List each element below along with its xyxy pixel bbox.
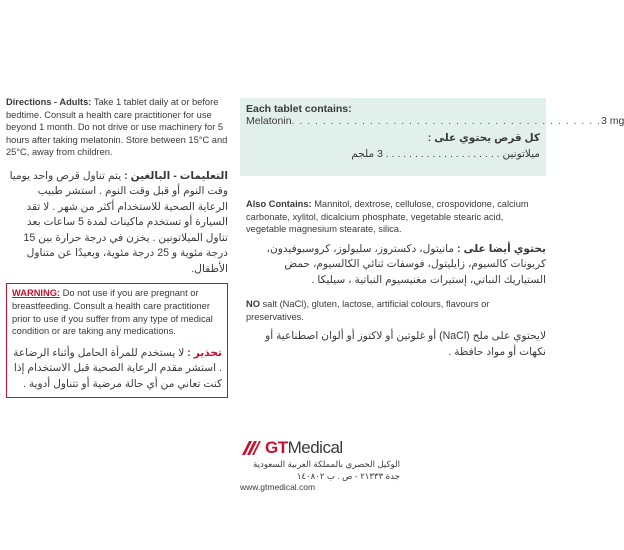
leader-dots: . . . . . . . . . . . . . . . . . . . . . . . . . . . . . . . . . . . . . . . . [291,115,601,127]
no-body: salt (NaCl), gluten, lactose, artificial colours, flavours or preservatives. [246,299,490,322]
also-contains-text [240,198,546,236]
directions-arabic-heading: التعليمات - البالغين : [124,169,228,182]
right-column [240,98,624,360]
melatonin-row [246,115,624,127]
no-additives-text [240,298,546,323]
distributor-block [240,438,400,492]
warning-arabic-label: تحذير : [187,346,222,359]
brand-name [265,438,343,458]
melatonin-arabic-quantity: 3 ملجم [351,147,383,160]
contains-box [240,98,624,176]
directions-body: Take 1 tablet daily at or before bedtime. Consult a health care practitioner for use beyond 1 month. Do not drive or use machinery for 5 hours after taking melatonin. Store between 15°C and 25°C, away from children. [6,97,228,158]
no-additives-arabic: لايحتوي على ملح (NaCl) أو غلوتين أو لاكتوز أو ألوان اصطناعية أو نكهات أو مواد حافظة . [265,330,546,358]
directions-arabic [6,169,228,278]
left-column [6,96,228,398]
melatonin-arabic-row [246,147,540,163]
directions-heading: Directions - Adults: [6,97,92,107]
gt-medical-logo-mark [240,439,262,457]
leader-dots-arabic: . . . . . . . . . . . . . . . . . . . . [382,147,500,160]
also-contains-body: Mannitol, dextrose, cellulose, crospovidone, calcium carbonate, xylitol, dicalcium phosphate, vegetable stearic acid, vegetable magnesium stearate, silica. [246,199,529,235]
also-contains-arabic-body: مانيتول، دكستروز، سليولوز، كروسبوفيدون، كربونات كالسيوم، زايليتول، فوسفات ثنائي الكالسيوم، حمض الستياريك النباتي، إستيرات مغنيسيوم النباتية ، سيليكا . [266,242,546,286]
melatonin-quantity: 3 mg [601,115,624,127]
brand-medical: Medical [287,438,343,457]
website-url: www.gtmedical.com [240,482,316,492]
warning-text [12,287,222,337]
agent-line: الوكيل الحصري بالمملكة العربية السعودية [253,459,400,469]
warning-label: WARNING: [12,288,61,299]
address-line: جدة ٢١٣٣٣ - ص . ب ١٤٠٨٠٢ [296,471,400,481]
also-contains-arabic [240,242,546,289]
each-tablet-heading: Each tablet contains: [246,103,352,115]
melatonin-label: Melatonin [246,115,292,127]
no-label: NO [246,299,260,310]
each-tablet-arabic-heading: كل قرص يحتوي على : [427,132,540,144]
brand-logo [240,438,400,458]
warning-box [6,283,228,398]
warning-arabic-body: لا يستخدم للمرأة الحامل وأثناء الرضاعة . استشر مقدم الرعاية الصحية قبل الاستخدام إذا كنت تعاني من أي حالة مرضية أو تتناول أدوية . [13,346,222,390]
directions-arabic-body: يتم تناول قرص واحد يوميا وقت النوم أو قبل وقت النوم . استشر طبيب الرعاية الصحية للاستخدام أكثر من شهر . لا تقد السيارة أو تستخدم ماكينات لمدة 5 ساعات بعد تناول الميلاتونين . يخزن في درجة حرارة بين 15 درجة مئوية و 25 درجة مئوية، وبعيدًا عن متناول الأطفال. [9,169,228,275]
also-contains-label: Also Contains: [246,199,312,209]
brand-gt: GT [265,438,288,457]
warning-body: Do not use if you are pregnant or breastfeeding. Consult a health care practitioner prior to use if you suffer from any type of medical condition or are taking any medications. [12,288,213,337]
also-contains-arabic-label: يحتوي أيضا على : [457,242,546,255]
directions-text [6,96,228,159]
melatonin-arabic-label: ميلاتونين [502,147,540,160]
warning-arabic [12,346,222,393]
